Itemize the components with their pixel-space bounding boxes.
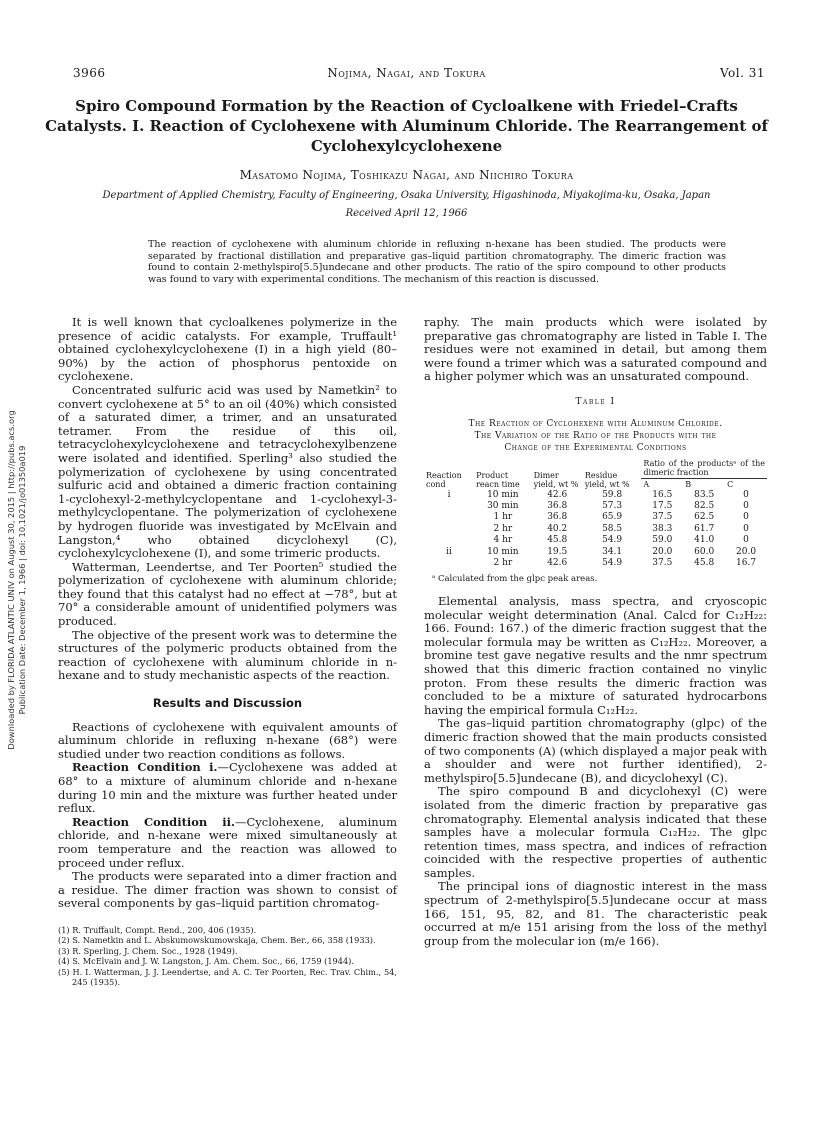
table-caption [424, 418, 767, 454]
paragraph [58, 761, 397, 815]
table-cell: 38.3 [652, 523, 673, 534]
results-table [424, 458, 767, 570]
table-cell: 36.8 [547, 512, 568, 523]
sidebar-publication-line: Publication Date: December 1, 1966 | doi: 10.1021/jo01350a019 [17, 445, 27, 715]
table-cell: 2 hr [493, 523, 513, 534]
table-cell: ii [446, 546, 452, 557]
table-cell: 36.8 [547, 500, 568, 511]
footnote: (4) S. McElvain and J. W. Langston, J. Am. Chem. Soc., 66, 1759 (1944). [58, 956, 354, 967]
table-cell [424, 558, 474, 569]
footnote: (1) R. Truffault, Compt. Rend., 200, 406 (1935). [58, 924, 257, 935]
table-cell: 58.5 [602, 523, 623, 534]
table-cell: 59.0 [652, 535, 673, 546]
sidebar-download-line: Downloaded by FLORIDA ATLANTIC UNIV on August 30, 2015 | http://pubs.acs.org [6, 410, 16, 750]
download-sidebar [4, 300, 36, 860]
table-cell [424, 524, 474, 535]
paragraph: raphy. The main products which were isolated by preparative gas chromatography are listed in Table I. The residues were not examined in detail, but among them were found a trimer which was a saturated compound and a higher polymer which was an unsaturated compound. [424, 315, 767, 384]
abstract: The reaction of cyclohexene with aluminum chloride in refluxing n-hexane has been studied. The products were separated by fractional distillation and preparative gas–liquid partition chromatography. The dimeric fraction was found to contain 2-methylspiro[5.5]undecane and other products. The ratio of the spiro compound to other products was found to vary with experimental conditions. The mechanism of this reaction is discussed. [148, 239, 726, 285]
table-row [424, 512, 767, 523]
table-row [424, 558, 767, 569]
paragraph: Reactions of cyclohexene with equivalent amounts of aluminum chloride in refluxing n-hexane (68°) were studied under two reaction conditions as follows. [58, 719, 397, 761]
table-cell: 41.0 [694, 535, 715, 546]
author-list: Masatomo Nojima, Toshikazu Nagai, and Niichiro Tokura [239, 168, 574, 182]
column-header: C [727, 479, 734, 489]
table-cell: 19.5 [547, 546, 568, 557]
table-cell: 42.6 [547, 558, 568, 568]
table-cell: 37.5 [652, 512, 673, 523]
table-row [424, 535, 767, 546]
table-cell: 10 min [487, 546, 519, 557]
table-cell: 45.8 [547, 535, 568, 546]
table-cell: 17.5 [652, 500, 673, 511]
paragraph: Elemental analysis, mass spectra, and cryoscopic molecular weight determination (Anal. Calcd for C₁₂H₂₂: 166. Found: 167.) of the dimeric fraction suggest that the molecular formula may be written as C₁₂H₂₂. Moreover, a bromine test gave negative results and the nmr spectrum showed that this dimeric fraction contained no vinylic proton. From these results the dimeric fraction was concluded to be a mixture of saturated hydrocarbons having the empirical formula C₁₂H₂₂. [424, 594, 767, 717]
paragraph: It is well known that cycloalkenes polymerize in the presence of acidic catalysts. For example, Truffault¹ obtained cyclohexylcyclohexene (I) in a high yield (80–90%) by the action of phosphorus pentoxide on cyclohexene. [58, 315, 397, 384]
paragraph [58, 816, 397, 870]
table-cell: 34.1 [602, 546, 623, 557]
article-title: Spiro Compound Formation by the Reaction of Cycloalkene with Friedel–Crafts Catalysts. I. Reaction of Cyclohexene with Aluminum Chloride. The Rearrangement of Cyclohexylcyclohexene [45, 97, 768, 155]
table-cell: 0 [743, 512, 749, 523]
column-header: Residue yield, wt % [584, 470, 630, 489]
paragraph: The gas–liquid partition chromatography (glpc) of the dimeric fraction showed that the main products consisted of two components (A) (which displayed a major peak with a shoulder and were not further identified), 2-methylspiro[5.5]undecane (B), and dicyclohexyl (C). [424, 716, 767, 785]
table-cell [424, 535, 474, 546]
table-cell: 2 hr [493, 558, 513, 568]
table-cell: 62.5 [694, 512, 715, 523]
table-row [424, 490, 767, 501]
footnote: (2) S. Nametkin and L. Abskumowskumowskaja, Chem. Ber., 66, 358 (1933). [58, 935, 376, 946]
running-title: Nojima, Nagai, and Tokura [327, 66, 486, 80]
table-label: Table I [575, 396, 616, 407]
condition-text: —Cyclohexene, aluminum chloride, and n-hexane were mixed simultaneously at room temperature and the reaction was allowed to proceed under reflux. [58, 814, 397, 870]
table-cell: 54.9 [602, 558, 623, 568]
table-cell: 4 hr [493, 535, 513, 546]
condition-label: Reaction Condition ii. [72, 814, 235, 829]
table-cell: 61.7 [694, 523, 715, 534]
right-column [424, 316, 767, 948]
table-cell: 59.8 [602, 489, 623, 500]
left-column [58, 316, 397, 988]
table-cell: 37.5 [652, 558, 673, 568]
table-body [424, 490, 767, 570]
paragraph: Concentrated sulfuric acid was used by Nametkin² to convert cyclohexene at 5° to an oil (40%) which consisted of a saturated dimer, a trimer, and an unsaturated tetramer. From the residue of this oil, tetracyclohexylcyclohexene and tetracyclohexylbenzene were isolated and identified. Sperling³ also studied the polymerization of cyclohexene by using concentrated sulfuric acid and obtained a dimeric fraction containing 1-cyclohexyl-2-methylcyclopentane and 1-cyclohexyl-3-methylcyclopentane. The polymerization of cyclohexene by hydrogen fluoride was investigated by McElvain and Langston,⁴ who obtained dicyclohexyl (C), cyclohexylcyclohexene (I), and some trimeric products. [58, 382, 397, 561]
table-block [424, 396, 767, 587]
table-cell: 10 min [487, 489, 519, 500]
table-row [424, 524, 767, 535]
table-footnote: ᵃ Calculated from the glpc peak areas. [432, 574, 598, 585]
footnote: (5) H. I. Watterman, J. J. Leendertse, and A. C. Ter Poorten, Rec. Trav. Chim., 54, 245 (1935). [58, 966, 397, 988]
section-heading: Results and Discussion [152, 696, 303, 711]
table-cell: 83.5 [694, 489, 715, 500]
column-header: Product reacn time [476, 470, 520, 489]
table-cell: 57.3 [602, 500, 623, 511]
table-row [424, 547, 767, 558]
footnotes [58, 925, 397, 988]
column-header: Reaction cond [426, 470, 462, 489]
table-row [424, 501, 767, 512]
table-cell: 45.8 [694, 558, 715, 568]
paragraph: Watterman, Leendertse, and Ter Poorten⁵ studied the polymerization of cyclohexene with aluminum chloride; they found that this catalyst had no effect at −78°, but at 70° a considerable amount of unidentified polymers was produced. [58, 559, 397, 629]
table-cell: 16.5 [652, 489, 673, 500]
table-cell: 20.0 [652, 546, 673, 557]
table-cell: 82.5 [694, 500, 715, 511]
table-cell: 65.9 [602, 512, 623, 523]
table-cell: 60.0 [694, 546, 715, 557]
table-cell: 1 hr [493, 512, 513, 523]
paragraph: The objective of the present work was to determine the structures of the polymeric products obtained from the reaction of cyclohexene with aluminum chloride in n-hexane and to study mechanistic aspects of the reaction. [58, 627, 397, 683]
table-cell: 0 [743, 500, 749, 511]
column-header: A [643, 479, 650, 489]
volume-label: Vol. 31 [719, 66, 765, 80]
column-header: Dimer yield, wt % [533, 470, 579, 489]
footnote: (3) R. Sperling, J. Chem. Soc., 1928 (1949). [58, 945, 238, 956]
table-cell: 54.9 [602, 535, 623, 546]
table-cell: 30 min [487, 500, 519, 511]
group-header: Ratio of the productsᵃ of the dimeric fraction [643, 458, 765, 477]
table-cell: 0 [743, 535, 749, 546]
table-cell: 42.6 [547, 489, 568, 500]
condition-label: Reaction Condition i. [72, 760, 218, 775]
table-cell: 20.0 [736, 546, 757, 557]
column-header: B [685, 479, 692, 489]
table-caption-line: The Variation of the Ratio of the Products with the [474, 430, 717, 441]
paragraph: The products were separated into a dimer fraction and a residue. The dimer fraction was shown to consist of several components by gas–liquid partition chromatog- [58, 869, 397, 911]
affiliation: Department of Applied Chemistry, Faculty of Engineering, Osaka University, Higashinoda, Miyakojima-ku, Osaka, Japan [102, 190, 711, 201]
table-cell: i [447, 489, 451, 500]
paragraph: The spiro compound B and dicyclohexyl (C) were isolated from the dimeric fraction by preparative gas chromatography. Elemental analysis indicated that these samples have a molecular formula C₁₂H₂₂. The glpc retention times, mass spectra, and indices of refraction coincided with the respective properties of authentic samples. [424, 784, 767, 880]
condition-text: —Cyclohexene was added at 68° to a mixture of aluminum chloride and n-hexane during 10 min and the mixture was further heated under reflux. [58, 760, 397, 816]
paragraph: The principal ions of diagnostic interest in the mass spectrum of 2-methylspiro[5.5]undecane occur at mass 166, 151, 95, 82, and 81. The characteristic peak occurred at m/e 151 arising from the loss of the methyl group from the molecular ion (m/e 166). [424, 879, 767, 948]
table-caption-line: The Reaction of Cyclohexene with Aluminum Chloride. [468, 418, 723, 429]
table-cell: 0 [743, 489, 749, 500]
table-cell [424, 501, 474, 512]
table-cell: 16.7 [736, 558, 757, 568]
page-number: 3966 [73, 66, 106, 80]
table-cell: 40.2 [547, 523, 568, 534]
table-caption-line: Change of the Experimental Conditions [504, 442, 687, 453]
table-cell: 0 [743, 523, 749, 534]
received-date: Received April 12, 1966 [345, 208, 468, 219]
table-cell [424, 512, 474, 523]
